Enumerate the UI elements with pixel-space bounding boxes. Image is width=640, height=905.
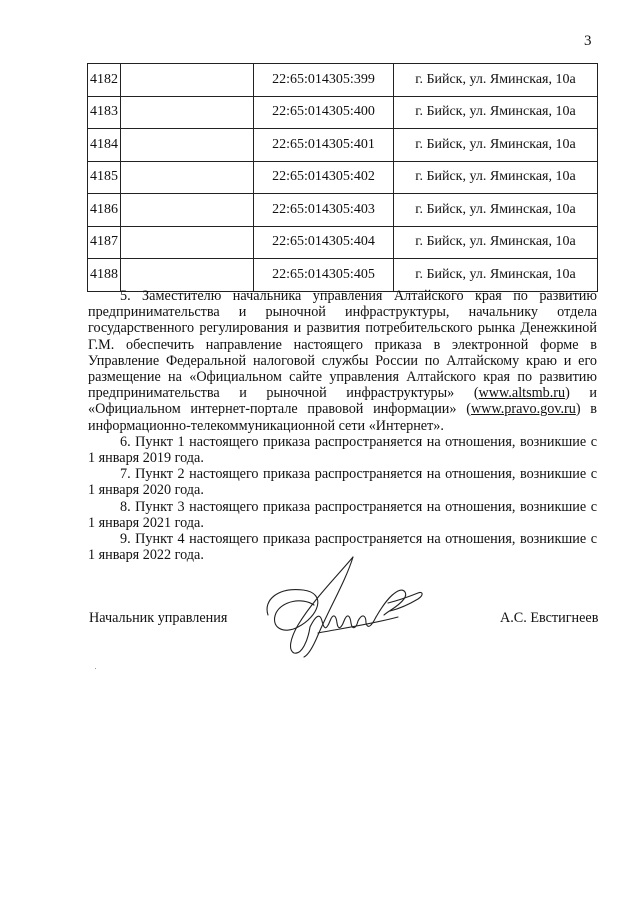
handwritten-signature-icon [258, 555, 428, 660]
empty-cell [121, 259, 254, 292]
row-number-cell: 4185 [88, 161, 121, 194]
table-row [88, 259, 598, 292]
address-cell: г. Бийск, ул. Яминская, 10а [394, 226, 598, 259]
table-row [88, 161, 598, 194]
signatory-title: Начальник управления [89, 610, 228, 626]
empty-cell [121, 161, 254, 194]
empty-cell [121, 226, 254, 259]
row-number-cell: 4186 [88, 194, 121, 227]
table-row [88, 226, 598, 259]
link-pravo[interactable]: www.pravo.gov.ru [470, 401, 576, 418]
row-number-cell: 4184 [88, 129, 121, 162]
paragraph-5 [88, 288, 597, 434]
link-altsmb[interactable]: www.altsmb.ru [478, 385, 566, 402]
paragraph-7: 7. Пункт 2 настоящего приказа распространяется на отношения, возникшие с 1 января 2020 года. [88, 466, 597, 499]
cadastral-number-cell: 22:65:014305:404 [254, 226, 394, 259]
paragraph-5-text-a: 5. Заместителю начальника управления Алтайского края по развитию предпринимательства и рыночной инфраструктуры, начальнику отдела государственного регулирования и развития потребительского рынка Денежкиной Г.М. обеспечить направление настоящего приказа в электронной форме в Управление Федеральной налоговой службы России по Алтайскому краю и его размещение на «Официальном сайте управления Алтайского края по развитию предпринимательства и рыночной инфраструктуры» ( [88, 288, 597, 402]
paragraph-6: 6. Пункт 1 настоящего приказа распространяется на отношения, возникшие с 1 января 2019 года. [88, 433, 597, 467]
table-row [88, 194, 598, 227]
table-row [88, 96, 598, 129]
cadastral-number-cell: 22:65:014305:399 [254, 64, 394, 97]
cadastral-number-cell: 22:65:014305:405 [254, 259, 394, 292]
paragraph-5-text-c: ) в информационно-телекоммуникационной сети «Интернет». [88, 401, 597, 434]
empty-cell [121, 129, 254, 162]
paragraph-9: 9. Пункт 4 настоящего приказа распространяется на отношения, возникшие с 1 января 2022 года. [88, 531, 597, 564]
address-cell: г. Бийск, ул. Яминская, 10а [394, 194, 598, 227]
table-row [88, 129, 598, 162]
address-cell: г. Бийск, ул. Яминская, 10а [394, 96, 598, 129]
registry-table [87, 63, 598, 292]
paragraph-5-text-b: ) и «Официальном интернет-портале правовой информации» ( [88, 385, 597, 418]
cadastral-number-cell: 22:65:014305:400 [254, 96, 394, 129]
paragraph-8: 8. Пункт 3 настоящего приказа распространяется на отношения, возникшие с 1 января 2021 года. [88, 498, 597, 531]
address-cell: г. Бийск, ул. Яминская, 10а [394, 129, 598, 162]
signatory-name: А.С. Евстигнеев [500, 610, 599, 626]
address-cell: г. Бийск, ул. Яминская, 10а [394, 161, 598, 194]
empty-cell [121, 64, 254, 97]
row-number-cell: 4183 [88, 96, 121, 129]
table-row [88, 64, 598, 97]
page-number: 3 [584, 33, 592, 49]
address-cell: г. Бийск, ул. Яминская, 10а [394, 259, 598, 292]
empty-cell [121, 194, 254, 227]
cadastral-number-cell: 22:65:014305:402 [254, 161, 394, 194]
document-body [88, 288, 597, 563]
empty-cell [121, 96, 254, 129]
scan-speck [95, 668, 96, 669]
cadastral-number-cell: 22:65:014305:403 [254, 194, 394, 227]
address-cell: г. Бийск, ул. Яминская, 10а [394, 64, 598, 97]
row-number-cell: 4187 [88, 226, 121, 259]
cadastral-number-cell: 22:65:014305:401 [254, 129, 394, 162]
row-number-cell: 4182 [88, 64, 121, 97]
row-number-cell: 4188 [88, 259, 121, 292]
registry-table-body [88, 64, 598, 292]
